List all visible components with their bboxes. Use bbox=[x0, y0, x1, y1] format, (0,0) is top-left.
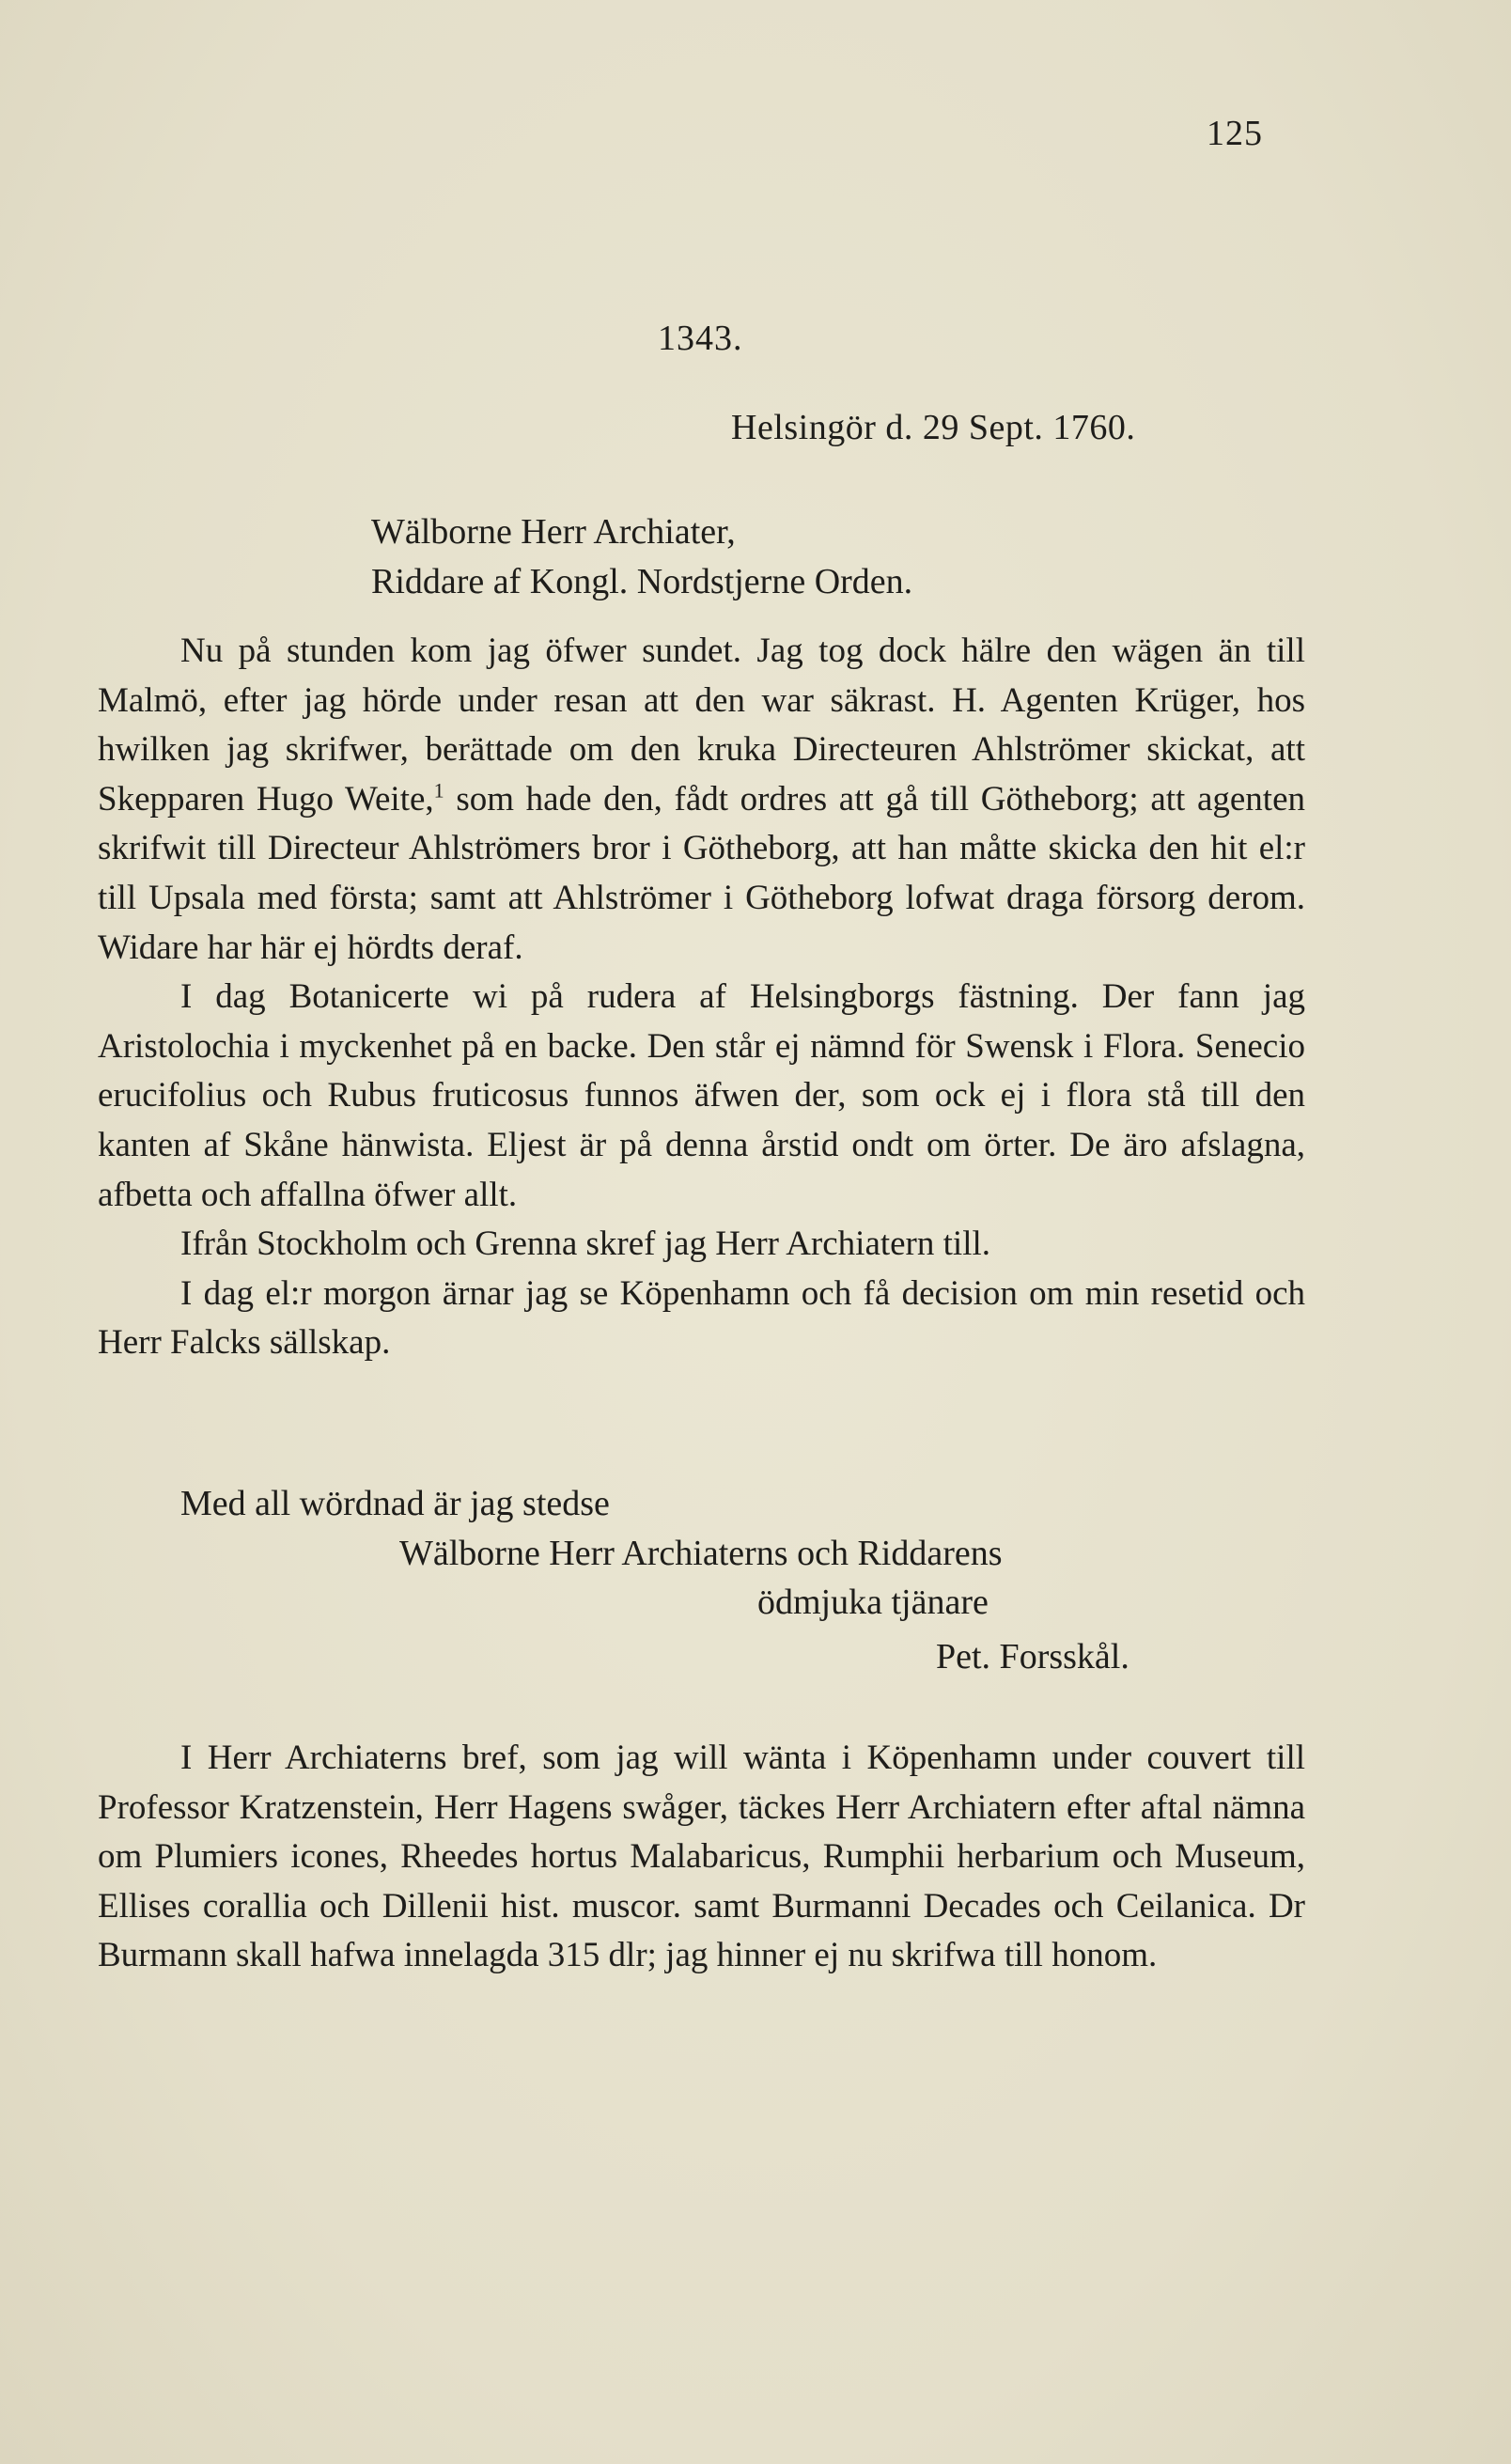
postscript-paragraph: I Herr Archiaterns bref, som jag will wänta i Köpenhamn under couvert till Professor Kratzenstein, Herr Hagens swåger, täckes Herr Archiatern efter aftal nämna om Plumiers icones, Rheedes hortus Malabaricus, Rumphii herbarium och Museum, Ellises corallia och Dillenii hist. muscor. samt Burmanni Decades och Ceilanica. Dr Burmann skall hafwa innelagda 315 dlr; jag hinner ej nu skrifwa till honom. bbox=[98, 1739, 1305, 1975]
closing-line-1: Med all wördnad är jag stedse bbox=[180, 1484, 610, 1523]
footnote-marker: 1 bbox=[433, 778, 444, 803]
closing-line-2: Wälborne Herr Archiaterns och Riddarens bbox=[399, 1534, 1003, 1573]
salutation bbox=[371, 507, 912, 607]
letter-body bbox=[98, 627, 1305, 1368]
paragraph-1-text: Nu på stunden kom jag öfwer sundet. Jag tog dock hälre den wägen än till Malmö, efter jag hörde under resan att den war säkrast. H. Agenten Krüger, hos hwilken jag skrifwer, berättade om den kruka Directeuren Ahlströmer skickat, att Skepparen Hugo Weite, bbox=[98, 632, 1305, 819]
paragraph-2: I dag Botanicerte wi på rudera af Helsingborgs fästning. Der fann jag Aristolochia i myckenhet på en backe. Den står ej nämnd för Swensk i Flora. Senecio erucifolius och Rubus fruticosus funnos äfwen der, som ock ej i flora stå till den kanten af Skåne hänwista. Eljest är på denna årstid ondt om örter. De äro afslagna, afbetta och affallna öfwer allt. bbox=[98, 977, 1305, 1214]
closing-line-3: ödmjuka tjänare bbox=[757, 1583, 989, 1622]
paragraph-1-continued: som hade den, fådt ordres att gå till Götheborg; att agenten skrifwit till Directeur Ahlströmers bror i Götheborg, att han måtte skicka den hit el:r till Upsala med första; samt att Ahlströmer i Götheborg lofwat draga försorg derom. Widare har här ej hördts deraf. bbox=[98, 779, 1306, 967]
signature: Pet. Forsskål. bbox=[936, 1637, 1129, 1676]
salutation-line-1: Wälborne Herr Archiater, bbox=[371, 512, 736, 552]
page-number: 125 bbox=[1207, 114, 1263, 153]
postscript bbox=[98, 1734, 1305, 1981]
dateline: Helsingör d. 29 Sept. 1760. bbox=[731, 408, 1136, 447]
paragraph-1 bbox=[98, 627, 1305, 973]
salutation-line-2: Riddare af Kongl. Nordstjerne Orden. bbox=[371, 562, 913, 601]
letter-number: 1343. bbox=[658, 319, 743, 358]
paragraph-4: I dag el:r morgon ärnar jag se Köpenhamn och få decision om min resetid och Herr Falcks sällskap. bbox=[98, 1273, 1305, 1363]
paragraph-3: Ifrån Stockholm och Grenna skref jag Herr Archiatern till. bbox=[180, 1224, 991, 1264]
